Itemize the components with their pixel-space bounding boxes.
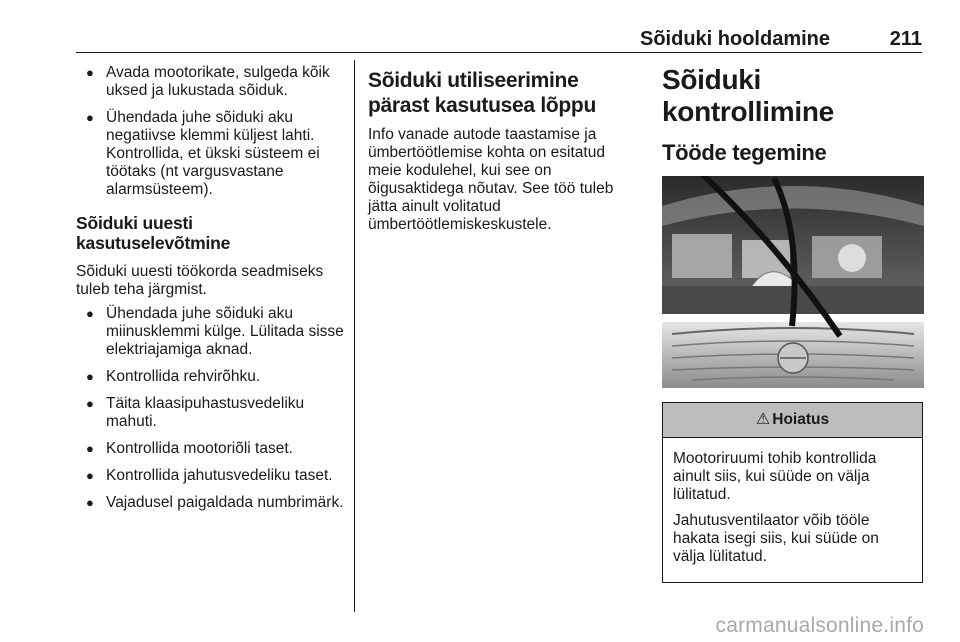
engine-bay-illustration bbox=[662, 176, 924, 388]
end-of-life-title: Sõiduki utiliseerimine pärast kasutusea lõppu bbox=[368, 69, 596, 117]
engine-bay-image bbox=[662, 176, 924, 388]
end-of-life-paragraph: Info vanade autode taastamise ja ümbertöötlemise kohta on esitatud meie kodulehel, kui see on õigusaktidega nõutav. See töö tuleb jätta ainult volitatud ümbertöötlemiskeskustele. bbox=[368, 126, 614, 233]
column-left bbox=[76, 64, 344, 521]
warning-paragraph: Mootoriruumi tohib kontrollida ainult siis, kui süüde on välja lülitatud. bbox=[673, 450, 877, 503]
bullet-list-storage bbox=[76, 64, 344, 199]
warning-triangle-icon: ⚠ bbox=[755, 411, 771, 428]
list-item: ● Ühendada juhe sõiduki aku miinusklemmi külge. Lülitada sisse elektriajamiga aknad. bbox=[76, 305, 344, 359]
list-item: ● Avada mootorikate, sulgeda kõik uksed ja lukustada sõiduk. bbox=[76, 64, 344, 100]
list-item: ● Kontrollida mootoriõli taset. bbox=[76, 440, 344, 458]
subheading-reuse: Sõiduki uuesti kasutuselevõtmine bbox=[76, 213, 231, 253]
list-item: ● Täita klaasipuhastusvedeliku mahuti. bbox=[76, 395, 344, 431]
warning-box bbox=[662, 402, 923, 583]
warning-title: Hoiatus bbox=[772, 411, 830, 428]
performing-work-title: Tööde tegemine bbox=[662, 140, 827, 165]
list-item: ● Vajadusel paigaldada numbrimärk. bbox=[76, 494, 344, 512]
page-number: 211 bbox=[889, 28, 922, 50]
list-item: ● Ühendada juhe sõiduki aku negatiivse klemmi küljest lahti. Kontrollida, et ükski süsteem ei töötaks (nt vargusvastane alarmsüsteem). bbox=[76, 109, 344, 199]
column-middle bbox=[368, 64, 634, 240]
bullet-list-reuse bbox=[76, 305, 344, 512]
intro-paragraph: Sõiduki uuesti töökorda seadmiseks tuleb teha järgmist. bbox=[76, 263, 324, 298]
section-title: Sõiduki hooldamine bbox=[639, 28, 830, 50]
header-rule bbox=[76, 52, 922, 53]
vehicle-checks-title: Sõiduki kontrollimine bbox=[662, 64, 834, 127]
column-divider bbox=[354, 60, 355, 612]
warning-paragraph: Jahutusventilaator võib tööle hakata isegi siis, kui süüde on välja lülitatud. bbox=[673, 512, 879, 565]
watermark: carmanualsonline.info bbox=[715, 614, 924, 637]
column-right bbox=[662, 64, 924, 583]
warning-body bbox=[663, 438, 922, 582]
warning-header bbox=[663, 403, 922, 438]
list-item: ● Kontrollida rehvirõhku. bbox=[76, 368, 344, 386]
page-header bbox=[76, 28, 922, 52]
list-item: ● Kontrollida jahutusvedeliku taset. bbox=[76, 467, 344, 485]
